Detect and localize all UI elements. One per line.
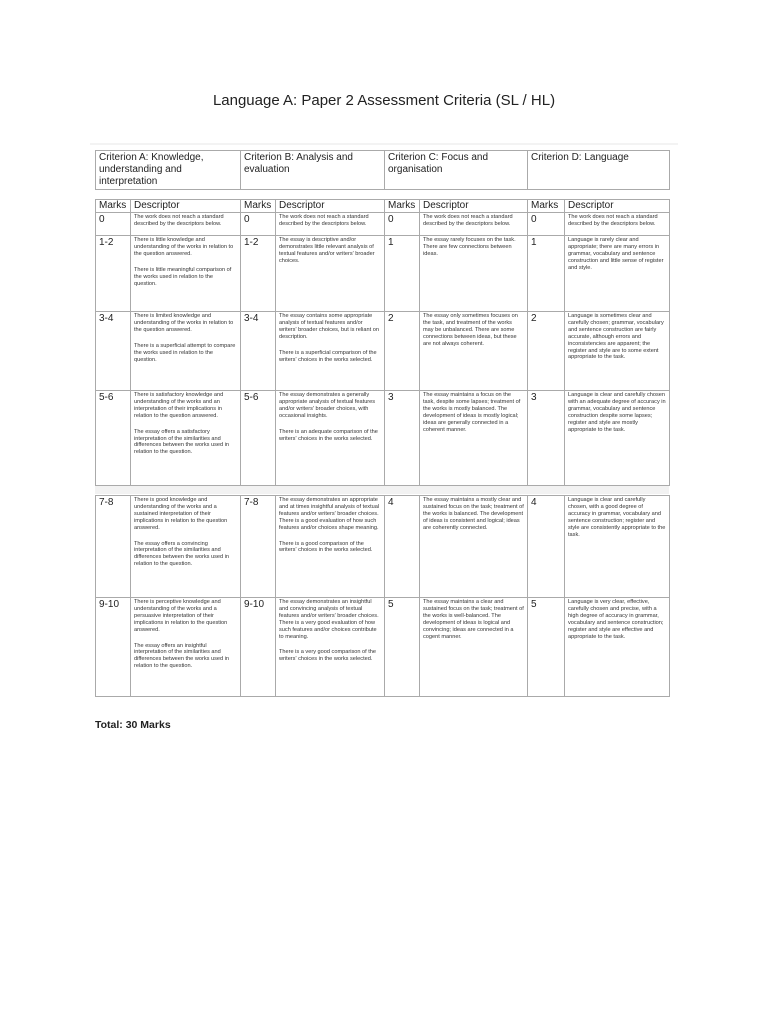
descriptor-text: The work does not reach a standard described by the descriptors below. (279, 214, 369, 227)
mark-cell: 5-6 (241, 391, 276, 486)
descriptor-text: The essay maintains a focus on the task, despite some lapses; treatment of the works is mostly balanced. The development of ideas is mostly logical; ideas are generally connected in a coherent manner. (423, 392, 521, 433)
descriptor-text: There is perceptive knowledge and understanding of the works and a persuasive interpretation of their implications in relation to the question answered. (134, 599, 228, 633)
descriptor-cell (131, 236, 241, 312)
descriptor-cell (276, 496, 385, 598)
descriptor-text-secondary: The essay offers a satisfactory interpretation of the similarities and differences between the works used in relation to the question. (134, 428, 230, 456)
descriptor-text-secondary: There is a good comparison of the writers' choices in the works selected. (279, 540, 373, 554)
descriptor-text-secondary: The essay offers a convincing interpretation of the similarities and differences between the works used in relation to the question. (134, 540, 230, 568)
mark-cell: 5 (528, 598, 565, 697)
page-title: Language A: Paper 2 Assessment Criteria (SL / HL) (212, 92, 556, 109)
descriptor-cell (276, 312, 385, 391)
mark-cell: 7-8 (241, 496, 276, 598)
mark-cell: 2 (528, 312, 565, 391)
descriptor-cell (565, 312, 670, 391)
mark-cell: 4 (528, 496, 565, 598)
descriptor-text: Language is very clear, effective, carefully chosen and precise, with a high degree of accuracy in grammar, vocabulary and sentence construction; register and style are effective and appropriate to the task. (568, 599, 664, 640)
descriptor-cell (131, 312, 241, 391)
descriptor-header: Descriptor (276, 200, 385, 213)
table-row (96, 312, 670, 391)
descriptor-cell (420, 213, 528, 236)
descriptor-cell (565, 236, 670, 312)
mark-cell: 2 (385, 312, 420, 391)
descriptor-header: Descriptor (420, 200, 528, 213)
mark-cell: 1 (385, 236, 420, 312)
descriptor-text-secondary: There is an adequate comparison of the writers' choices in the works selected. (279, 428, 378, 442)
descriptor-text: There is limited knowledge and understanding of the works in relation to the question answered. (134, 313, 234, 333)
mark-cell: 1-2 (96, 236, 131, 312)
table-row (96, 236, 670, 312)
descriptor-cell (565, 213, 670, 236)
descriptor-cell (420, 496, 528, 598)
descriptor-cell (276, 236, 385, 312)
descriptor-text: Language is clear and carefully chosen, with a good degree of accuracy in grammar, vocabulary and sentence construction; register and style are consistently appropriate to the task. (568, 497, 666, 538)
mark-cell: 3 (528, 391, 565, 486)
criterion-c-heading: Criterion C: Focus and organisation (385, 151, 528, 190)
descriptor-text: The essay rarely focuses on the task. There are few connections between ideas. (423, 237, 516, 257)
mark-cell: 3 (385, 391, 420, 486)
mark-cell: 1 (528, 236, 565, 312)
descriptor-header: Descriptor (565, 200, 670, 213)
rubric-table-part-1 (95, 199, 670, 486)
mark-cell: 3-4 (241, 312, 276, 391)
descriptor-cell (565, 598, 670, 697)
marks-header: Marks (528, 200, 565, 213)
descriptor-cell (276, 598, 385, 697)
mark-cell: 0 (241, 213, 276, 236)
mark-cell: 0 (385, 213, 420, 236)
descriptor-text: Language is sometimes clear and carefully chosen; grammar, vocabulary and sentence construction are fairly accurate, although errors and inconsistencies are apparent; the register and style are to some extent appropriate to the task. (568, 313, 664, 361)
descriptor-cell (131, 598, 241, 697)
descriptor-text: The essay demonstrates an appropriate and at times insightful analysis of textual features and/or writers' broader choices. There is a good evaluation of how such features and/or choices shape meaning. (279, 497, 380, 531)
criterion-b-heading: Criterion B: Analysis and evaluation (241, 151, 385, 190)
criterion-a-heading: Criterion A: Knowledge, understanding and interpretation (96, 151, 241, 190)
descriptor-cell (276, 213, 385, 236)
criteria-header-table (95, 150, 670, 190)
table-row (96, 391, 670, 486)
descriptor-text-secondary: There is a superficial comparison of the writers' choices in the works selected. (279, 349, 377, 363)
rubric-table-part-2 (95, 495, 670, 697)
descriptor-text: The essay maintains a mostly clear and sustained focus on the task; treatment of the works is balanced. The development of ideas is consistent and logical; ideas are coherently connected. (423, 497, 524, 531)
descriptor-text: There is satisfactory knowledge and understanding of the works and an interpretation of their implications in relation to the question answered. (134, 392, 224, 419)
descriptor-text-secondary: There is a superficial attempt to compare the works used in relation to the question. (134, 342, 236, 363)
descriptor-text: Language is clear and carefully chosen with an adequate degree of accuracy in grammar, vocabulary and sentence construction despite some lapses; register and style are mostly appropriate to the task. (568, 392, 666, 433)
descriptor-header: Descriptor (131, 200, 241, 213)
descriptor-text: The work does not reach a standard described by the descriptors below. (568, 214, 658, 227)
descriptor-cell (131, 391, 241, 486)
mark-cell: 3-4 (96, 312, 131, 391)
descriptor-text: The work does not reach a standard described by the descriptors below. (134, 214, 224, 227)
mark-cell: 4 (385, 496, 420, 598)
total-marks: Total: 30 Marks (95, 719, 171, 731)
descriptor-cell (420, 391, 528, 486)
mark-cell: 9-10 (241, 598, 276, 697)
descriptor-text: The work does not reach a standard described by the descriptors below. (423, 214, 513, 227)
descriptor-text: Language is rarely clear and appropriate; there are many errors in grammar, vocabulary and sentence construction and little sense of register and style. (568, 237, 664, 271)
descriptor-text: The essay is descriptive and/or demonstrates little relevant analysis of textual features and/or writers' broader choices. (279, 237, 375, 264)
table-row (96, 496, 670, 598)
descriptor-text-secondary: The essay offers an insightful interpretation of the similarities and differences between the works used in relation to the question. (134, 642, 230, 670)
marks-header: Marks (385, 200, 420, 213)
descriptor-text: The essay demonstrates a generally appropriate analysis of textual features and/or writers' broader choices, with occasional insights. (279, 392, 376, 419)
descriptor-cell (131, 496, 241, 598)
descriptor-cell (565, 496, 670, 598)
descriptor-text: The essay contains some appropriate analysis of textual features and/or writers' broader choices, but is reliant on description. (279, 313, 379, 340)
descriptor-cell (420, 598, 528, 697)
table-row (96, 213, 670, 236)
criterion-d-heading: Criterion D: Language (528, 151, 670, 190)
descriptor-cell (420, 312, 528, 391)
page-break-gap (95, 486, 669, 494)
rubric-header-row (96, 200, 670, 213)
mark-cell: 1-2 (241, 236, 276, 312)
table-row (96, 598, 670, 697)
mark-cell: 7-8 (96, 496, 131, 598)
descriptor-text-secondary: There is little meaningful comparison of the works used in relation to the question. (134, 266, 232, 287)
descriptor-text: The essay maintains a clear and sustained focus on the task; treatment of the works is well-balanced. The development of ideas is logical and convincing; ideas are connected in a cogent manner. (423, 599, 524, 640)
descriptor-text: The essay demonstrates an insightful and convincing analysis of textual features and/or writers' broader choices. There is a very good evaluation of how such features and/or choices contribute to meaning. (279, 599, 379, 640)
mark-cell: 0 (96, 213, 131, 236)
descriptor-cell (131, 213, 241, 236)
descriptor-cell (420, 236, 528, 312)
descriptor-cell (565, 391, 670, 486)
marks-header: Marks (241, 200, 276, 213)
mark-cell: 9-10 (96, 598, 131, 697)
mark-cell: 5 (385, 598, 420, 697)
scan-shade (90, 143, 678, 145)
descriptor-text: There is good knowledge and understanding of the works and a sustained interpretation of their implications in relation to the question answered. (134, 497, 228, 531)
marks-header: Marks (96, 200, 131, 213)
descriptor-text: The essay only sometimes focuses on the task, and treatment of the works may be unbalanced. There are some connections between ideas, but these are not always coherent. (423, 313, 518, 347)
descriptor-text-secondary: There is a very good comparison of the writers' choices in the works selected. (279, 649, 377, 663)
descriptor-cell (276, 391, 385, 486)
mark-cell: 5-6 (96, 391, 131, 486)
descriptor-text: There is little knowledge and understanding of the works in relation to the question answered. (134, 237, 234, 257)
mark-cell: 0 (528, 213, 565, 236)
